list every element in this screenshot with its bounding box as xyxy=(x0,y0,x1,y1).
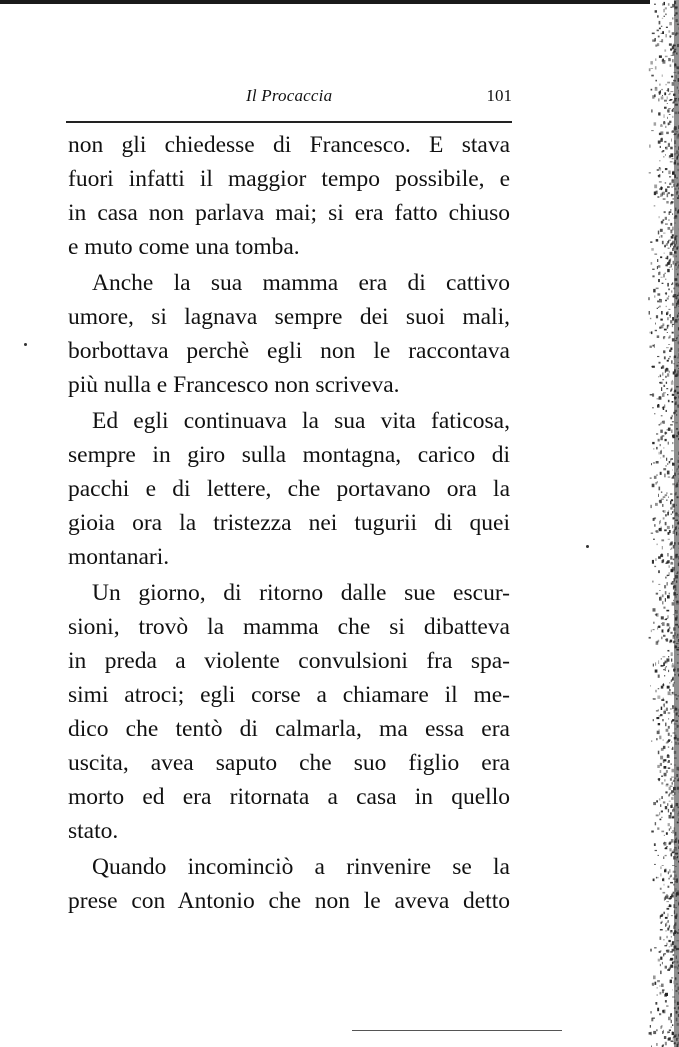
text-line: in casa non parlava mai; si era fatto chiuso xyxy=(68,200,510,226)
text-line: fuori infatti il maggior tempo possibile, e xyxy=(68,166,510,192)
text-line: più nulla e Francesco non scriveva. xyxy=(68,372,400,398)
running-title: Il Procaccia xyxy=(246,86,333,105)
text-line: umore, si lagnava sempre dei suoi mali, xyxy=(68,304,510,330)
header-rule xyxy=(66,121,512,123)
scan-top-border xyxy=(0,0,679,4)
text-line: Quando incominciò a rinvenire se la xyxy=(92,854,510,880)
text-line: Anche la sua mamma era di cattivo xyxy=(92,270,510,296)
text-line: borbottava perchè egli non le raccontava xyxy=(68,338,510,364)
text-line: sioni, trovò la mamma che si dibatteva xyxy=(68,614,510,640)
text-line: Un giorno, di ritorno dalle sue escur- xyxy=(92,580,510,606)
scanned-page-edge xyxy=(628,0,679,1047)
text-line: uscita, avea saputo che suo figlio era xyxy=(68,750,510,776)
stray-mark xyxy=(24,343,27,346)
text-line: pacchi e di lettere, che portavano ora la xyxy=(68,476,510,502)
body-text xyxy=(68,128,510,918)
text-line: non gli chiedesse di Francesco. E stava xyxy=(68,132,510,158)
text-line: sempre in giro sulla montagna, carico di xyxy=(68,442,510,468)
running-head xyxy=(66,86,512,112)
page-number: 101 xyxy=(486,86,512,105)
text-line: prese con Antonio che non le aveva detto xyxy=(68,888,510,914)
text-line: montanari. xyxy=(68,544,170,570)
text-line: gioia ora la tristezza nei tugurii di quei xyxy=(68,510,510,536)
text-line: stato. xyxy=(68,818,119,844)
text-line: in preda a violente convulsioni fra spa- xyxy=(68,648,510,674)
bottom-rule xyxy=(352,1030,562,1031)
stray-mark xyxy=(586,545,589,548)
text-line: simi atroci; egli corse a chiamare il me- xyxy=(68,682,510,708)
text-line: dico che tentò di calmarla, ma essa era xyxy=(68,716,510,742)
text-line: Ed egli continuava la sua vita faticosa, xyxy=(92,408,510,434)
text-line: morto ed era ritornata a casa in quello xyxy=(68,784,510,810)
text-line: e muto come una tomba. xyxy=(68,234,300,260)
